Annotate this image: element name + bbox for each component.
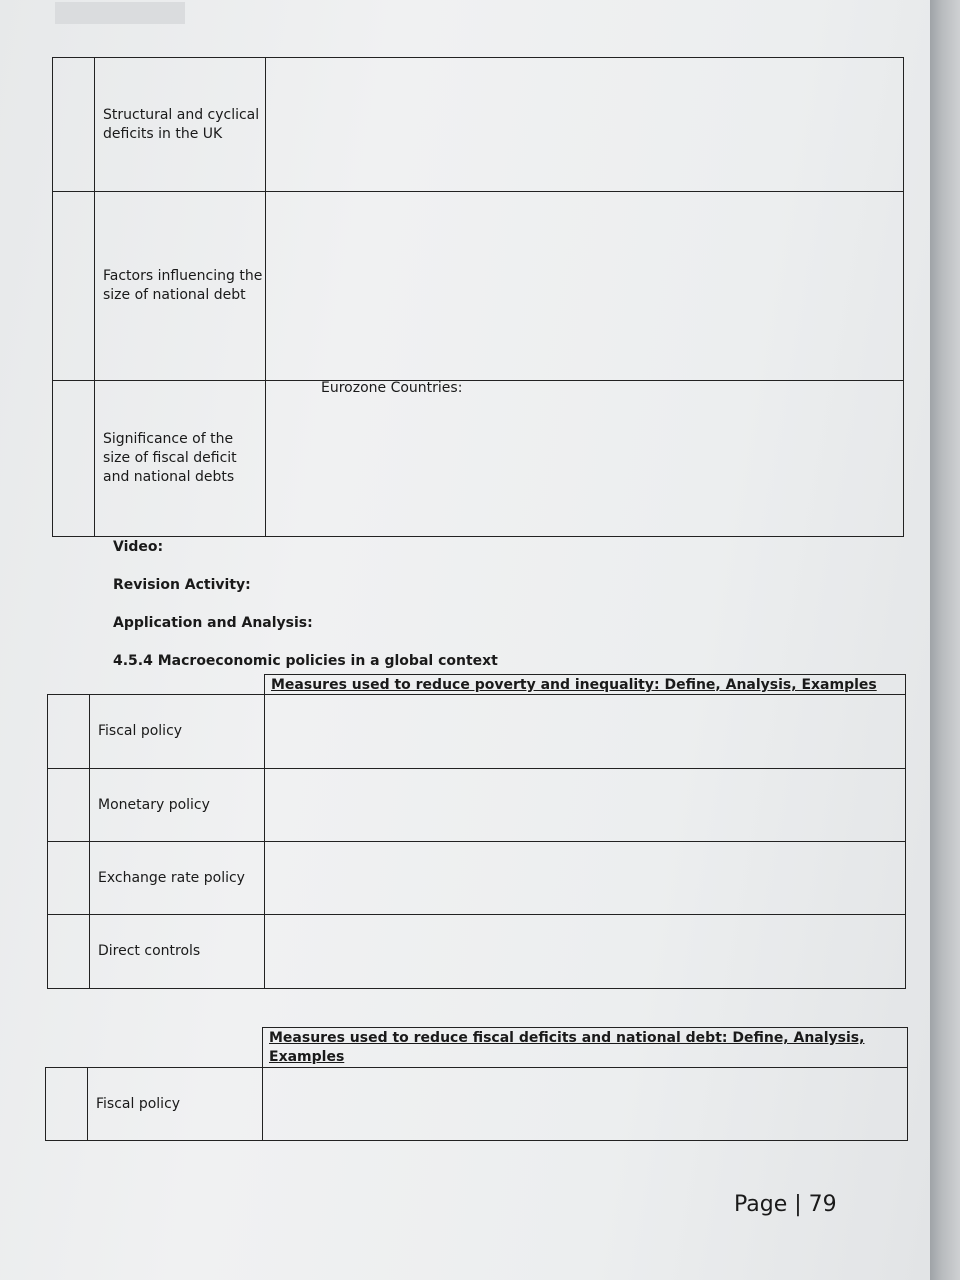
table-row bbox=[53, 381, 904, 537]
row-label: Significance of the size of fiscal deficit and national debts bbox=[95, 381, 266, 537]
page-number: Page | 79 bbox=[734, 1192, 837, 1217]
answer-cell[interactable] bbox=[265, 842, 906, 915]
row-marker-cell bbox=[46, 1068, 88, 1141]
row-marker-cell bbox=[53, 58, 95, 192]
table-row bbox=[48, 842, 906, 915]
row-label: Structural and cyclical deficits in the UK bbox=[95, 58, 266, 192]
application-heading: Application and Analysis: bbox=[113, 615, 313, 631]
faint-header-mark bbox=[55, 2, 185, 24]
eurozone-note: Eurozone Countries: bbox=[321, 380, 463, 396]
row-label: Factors influencing the size of national debt bbox=[95, 192, 266, 381]
answer-cell[interactable] bbox=[266, 58, 904, 192]
page-edge bbox=[930, 0, 960, 1280]
answer-cell[interactable] bbox=[266, 381, 904, 537]
row-marker-cell bbox=[53, 381, 95, 537]
poverty-table-header: Measures used to reduce poverty and inequality: Define, Analysis, Examples bbox=[264, 674, 906, 695]
table-row bbox=[48, 695, 906, 769]
table-row bbox=[53, 58, 904, 192]
table-row bbox=[48, 769, 906, 842]
section-heading: 4.5.4 Macroeconomic policies in a global context bbox=[113, 653, 498, 669]
answer-cell[interactable] bbox=[266, 192, 904, 381]
table-row bbox=[46, 1068, 908, 1141]
row-label: Exchange rate policy bbox=[90, 842, 265, 915]
row-marker-cell bbox=[53, 192, 95, 381]
row-marker-cell bbox=[48, 842, 90, 915]
answer-cell[interactable] bbox=[265, 695, 906, 769]
row-marker-cell bbox=[48, 695, 90, 769]
row-label: Direct controls bbox=[90, 915, 265, 989]
answer-cell[interactable] bbox=[265, 915, 906, 989]
table-row bbox=[48, 915, 906, 989]
row-marker-cell bbox=[48, 915, 90, 989]
video-heading: Video: bbox=[113, 539, 164, 555]
deficit-table bbox=[45, 1067, 908, 1141]
poverty-table bbox=[47, 694, 906, 989]
row-label: Fiscal policy bbox=[90, 695, 265, 769]
debt-topics-table bbox=[52, 57, 904, 537]
revision-heading: Revision Activity: bbox=[113, 577, 251, 593]
answer-cell[interactable] bbox=[263, 1068, 908, 1141]
row-label: Monetary policy bbox=[90, 769, 265, 842]
deficit-table-header: Measures used to reduce fiscal deficits and national debt: Define, Analysis, Examples bbox=[262, 1027, 908, 1068]
table-row bbox=[53, 192, 904, 381]
row-marker-cell bbox=[48, 769, 90, 842]
answer-cell[interactable] bbox=[265, 769, 906, 842]
row-label: Fiscal policy bbox=[88, 1068, 263, 1141]
